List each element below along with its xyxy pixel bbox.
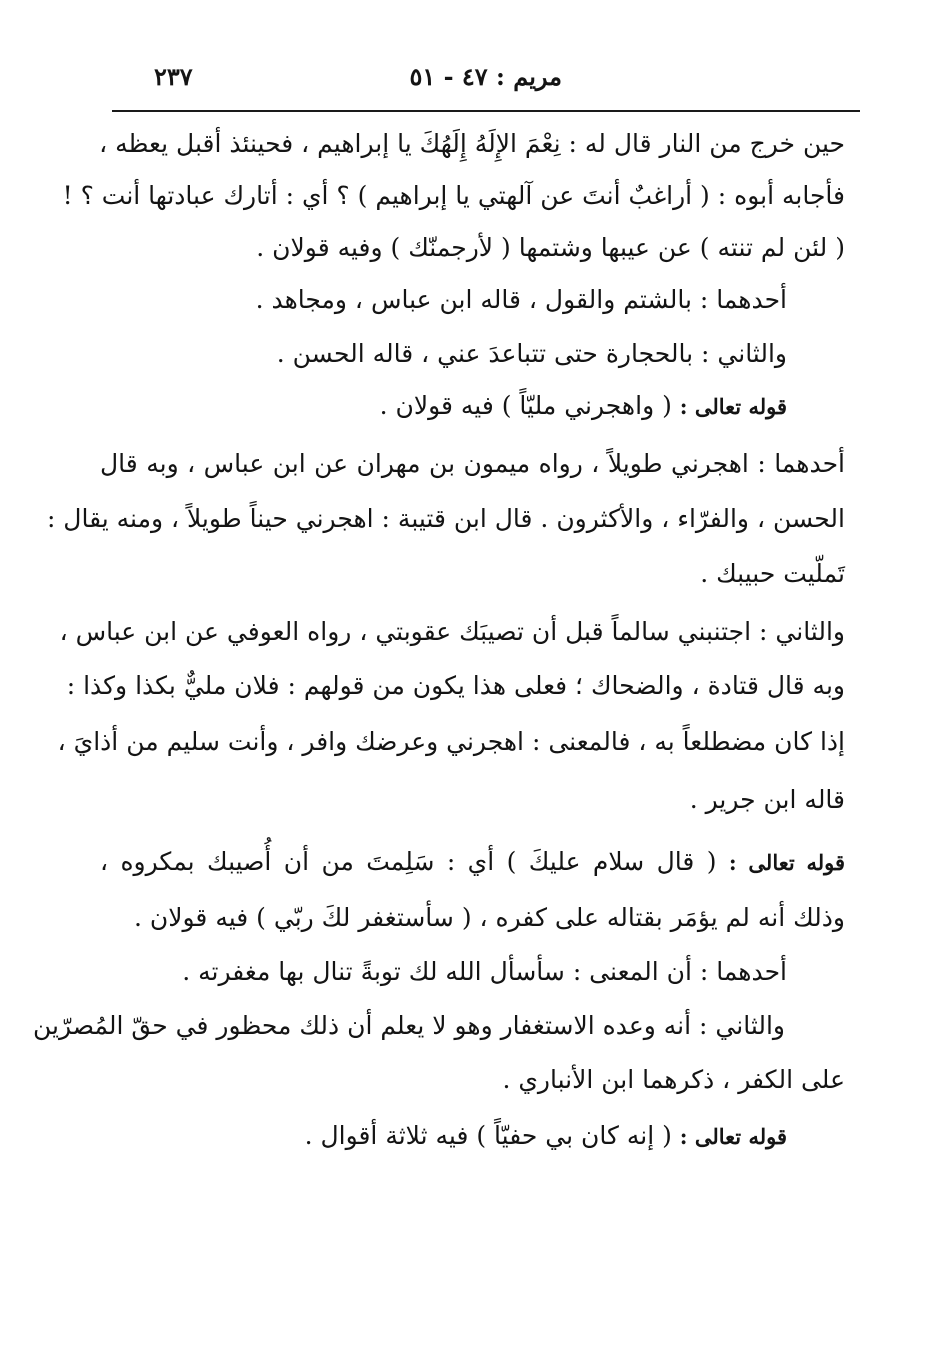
page-header (112, 62, 852, 106)
line-text: فأجابه أبوه : ( أراغبٌ أنتَ عن آلهتي يا إبراهيم ) ؟ أي : أتارك عبادتها أنت ؟ ! (62, 181, 845, 210)
line-text: ( واهجرني مليّاً ) فيه قولان . (379, 391, 680, 420)
text-line (134, 892, 845, 944)
text-line (277, 328, 787, 380)
text-line (700, 548, 845, 600)
line-text: أحدهما : اهجرني طويلاً ، رواه ميمون بن مهران عن ابن عباس ، وبه قال (100, 449, 845, 478)
line-text: أحدهما : بالشتم والقول ، قاله ابن عباس ، ومجاهد . (255, 285, 787, 314)
text-line (256, 222, 845, 274)
line-text: والثاني : اجتنبني سالماً قبل أن تصيبَك عقوبتي ، رواه العوفي عن ابن عباس ، (59, 617, 845, 646)
running-title: مريم : ٤٧ - ٥١ (409, 62, 562, 91)
page-number: ٢٣٧ (154, 62, 193, 91)
text-line (33, 1000, 785, 1052)
text-line (380, 380, 787, 432)
line-text: والثاني : بالحجارة حتى تتباعدَ عني ، قاله الحسن . (276, 339, 787, 368)
line-text: ( لئن لم تنته ) عن عيبها وشتمها ( لأرجمنّك ) وفيه قولان . (256, 233, 845, 262)
text-line (502, 1054, 845, 1106)
line-text: على الكفر ، ذكرهما ابن الأنباري . (502, 1065, 845, 1094)
line-text: قاله ابن جرير . (689, 785, 845, 814)
line-text: وذلك أنه لم يؤمَر بقتاله على كفره ، ( سأستغفر لكَ ربّي ) فيه قولان . (134, 903, 845, 932)
text-line (59, 606, 845, 658)
verse-keyword: قوله تعالى : (679, 1124, 787, 1149)
text-line (690, 774, 845, 826)
text-line (100, 438, 845, 490)
text-line (100, 118, 845, 170)
line-text: حين خرج من النار قال له : نِعْمَ الإِلَهُ إِلَهُكَ يا إبراهيم ، فحينئذ أقبل يعظه ، (99, 129, 845, 158)
text-line (57, 716, 845, 768)
text-line (182, 946, 787, 998)
verse-keyword: قوله تعالى : (679, 394, 787, 419)
line-text: تَملّيت حبيبك . (700, 559, 845, 588)
text-line (100, 836, 845, 888)
line-text: الحسن ، والفرّاء ، والأكثرون . قال ابن قتيبة : اهجرني حيناً طويلاً ، ومنه يقال : (46, 504, 845, 533)
text-line (66, 660, 845, 712)
header-rule (112, 110, 860, 112)
text-line (256, 274, 787, 326)
line-text: ( إنه كان بي حفيّاً ) فيه ثلاثة أقوال . (304, 1121, 680, 1150)
text-line (62, 170, 845, 222)
line-text: وبه قال قتادة ، والضحاك ؛ فعلى هذا يكون من قولهم : فلان مليٌّ بكذا وكذا : (66, 671, 845, 700)
verse-keyword: قوله تعالى : (728, 850, 845, 875)
line-text: ( قال سلام عليكَ ) أي : سَلِمتَ من أن أُصيبك بمكروه ، (100, 847, 729, 876)
text-line (305, 1110, 787, 1162)
text-line (46, 493, 845, 545)
line-text: أحدهما : أن المعنى : سأسأل الله لك توبةً تنال بها مغفرته . (182, 957, 787, 986)
line-text: إذا كان مضطلعاً به ، فالمعنى : اهجرني وعرضك وافر ، وأنت سليم من أذايَ ، (57, 727, 845, 756)
line-text: والثاني : أنه وعده الاستغفار وهو لا يعلم أن ذلك محظور في حقّ المُصرّين (32, 1011, 785, 1040)
